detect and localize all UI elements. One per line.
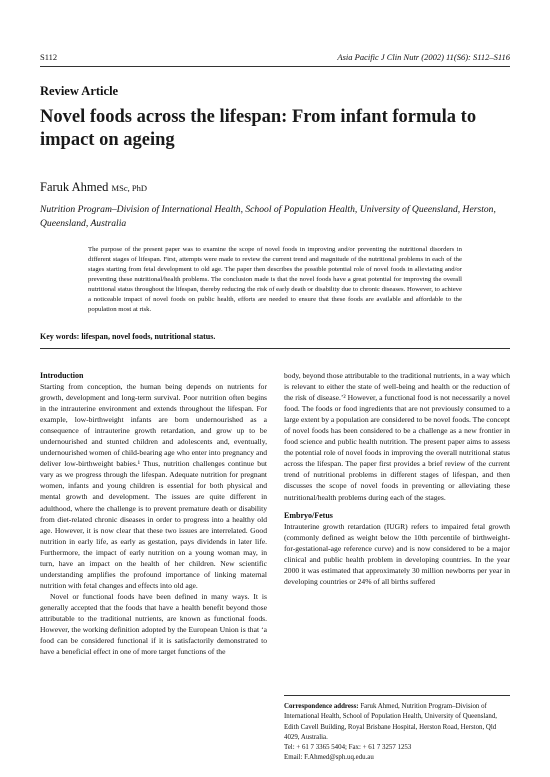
section-heading-embryo-fetus: Embryo/Fetus — [284, 510, 333, 520]
correspondence-label: Correspondence address: — [284, 703, 359, 710]
body-paragraph: body, beyond those attributable to the traditional nutrients, in a way which is relevant to either the state of well-being and health or the reduction of the risk of disease.’² However, a functional food is not necessarily a novel food. The foods or food ingredients that are not previously consumed to a large extent by a population are considered to be novel foods. The concept of novel foods has been considered to be a challenge as a new frontier in food science and public health nutrition. The present paper aims to assess the potential role of novel foods in improving the overall nutritional status across the lifespan. The paper first provides a brief review of the current trend of nutritional problems in different stages of lifespan, and then discusses the scope of novel foods in preventing or alleviating these nutritional/health problems during each of the stages. — [284, 371, 510, 502]
section-heading-introduction: Introduction — [40, 371, 84, 380]
journal-reference: Asia Pacific J Clin Nutr (2002) 11(S6): S112–S116 — [337, 52, 510, 62]
author-name: Faruk Ahmed — [40, 180, 109, 194]
correspondence-email[interactable]: Email: F.Ahmed@sph.uq.edu.au — [284, 754, 374, 762]
correspondence-box — [284, 695, 510, 764]
right-column — [284, 370, 510, 587]
body-paragraph: Novel or functional foods have been defined in many ways. It is generally accepted that the foods that have a health benefit beyond those attributable to the traditional nutrients, are known as functional foods. However, the working definition adopted by the European Union is that ‘a food can be considered functional if it is satisfactorily demonstrated to have a beneficial effect in one of more target functions of the — [40, 591, 267, 657]
running-header — [40, 52, 510, 66]
keywords: Key words: lifespan, novel foods, nutritional status. — [40, 332, 216, 341]
author — [40, 180, 147, 195]
affiliation: Nutrition Program–Division of International Health, School of Population Health, University of Queensland, Herston, Queensland, Australia — [40, 204, 496, 229]
body-paragraph: Intrauterine growth retardation (IUGR) refers to impaired fetal growth (commonly defined as weight below the 10th percentile of birthweight-for-gestational-age reference curve) and is now considered to be a major clinical and public health problem in developing countries. In the year 2000 it was estimated that approximately 30 million newborns per year in developing countries or 24% of all births suffered — [284, 521, 510, 586]
body-paragraph: Starting from conception, the human being depends on nutrients for growth, development and long-term survival. Poor nutrition often begins in the intrauterine environment and extends throughout the lifespan. For example, low-birthweight infants are born undernourished as a consequence of intrauterine growth retardation, and grow up to be undernourished and stunted children and adolescents and, eventually, undernourished women of child-bearing age who enter into pregnancy and deliver low-birthweight babies.¹ Thus, nutrition challenges continue but vary as we progress through the lifespan. Adequate nutrition for pregnant women, infants and young children is essential for both physical and mental growth and development. The issues are quite different in adulthood, where the challenge is to prevent premature death or disability from diet-related chronic diseases in order to progress into a healthy old age. However, it is now clear that these two issues are interrelated. Good nutrition in early life, as early as gestation, pays dividends in later life. Furthermore, the impact of early nutrition on a young woman may, in turn, have an impact on the health of her children. New scientific understanding amplifies the profound importance of linking maternal nutrition with fetal changes and effects into old age. — [40, 382, 267, 590]
keywords-divider — [40, 348, 510, 349]
correspondence-address: Faruk Ahmed, Nutrition Program–Division of International Health, School of Population Health, University of Queensland, Edith Cavell Building, Royal Brisbane Hospital, Herston Road, Herston, Qld 4029, Australia. — [284, 703, 497, 741]
abstract: The purpose of the present paper was to examine the scope of novel foods in improving and/or preventing the nutritional disorders in different stages of lifespan. First, attempts were made to review the current trend and magnitude of the nutritional problems in each of the stages starting from fetal development to old age. The paper then describes the possible potential role of novel foods in alleviating and/or preventing these nutritional/health problems. The conclusion made is that the novel foods have a great potential for improving the overall nutritional status throughout the lifespan, thereby reducing the risk of early death or disability due to chronic diseases. However, to achieve a noticeable impact of novel foods on public health, efforts are needed to ensure that these foods are available and affordable to the population most at risk. — [88, 246, 462, 313]
correspondence-phone: Tel: + 61 7 3365 5404; Fax: + 61 7 3257 1253 — [284, 744, 412, 752]
article-type: Review Article — [40, 84, 119, 98]
author-degrees: MSc, PhD — [111, 183, 147, 193]
header-divider — [40, 66, 510, 67]
left-column — [40, 370, 267, 657]
article-title: Novel foods across the lifespan: From infant formula to impact on ageing — [40, 107, 477, 150]
section-spacer — [284, 503, 510, 510]
page-id: S112 — [40, 52, 58, 62]
